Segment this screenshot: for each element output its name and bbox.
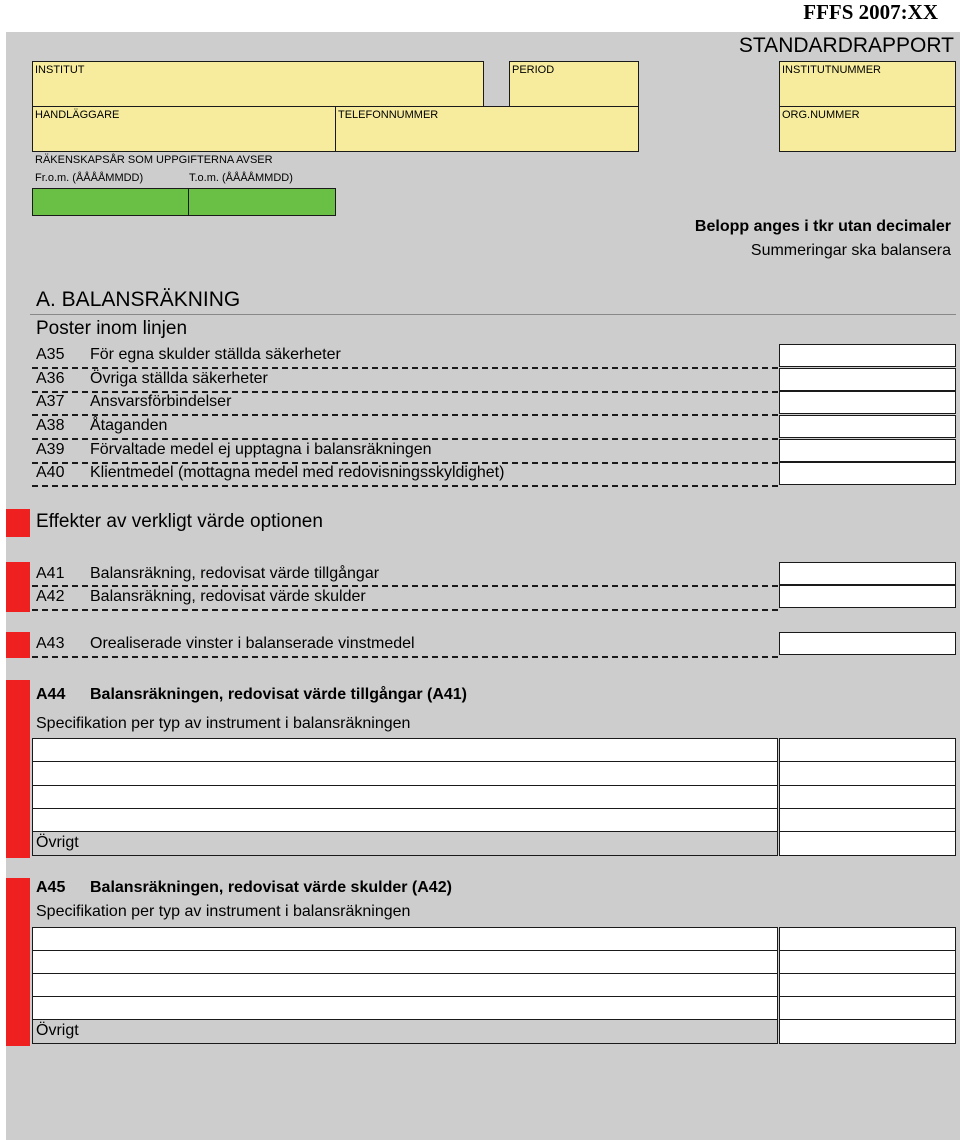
a45-title: Balansräkningen, redovisat värde skulder (A42) bbox=[90, 879, 452, 896]
red-marker bbox=[6, 509, 30, 537]
row-code-a36: A36 bbox=[36, 370, 65, 387]
a44-spec-value-input-2[interactable] bbox=[779, 761, 956, 786]
period-field[interactable] bbox=[509, 61, 639, 107]
a44-title: Balansräkningen, redovisat värde tillgångar (A41) bbox=[90, 686, 468, 703]
handlaggare-field[interactable] bbox=[32, 106, 336, 152]
row-text-a40: Klientmedel (mottagna medel med redovisningsskyldighet) bbox=[90, 464, 505, 481]
section-divider bbox=[30, 314, 956, 315]
a45-other-value-input[interactable] bbox=[779, 1019, 956, 1044]
to-date-label: T.o.m. (ÅÅÅÅMMDD) bbox=[189, 172, 293, 184]
a44-spec-value-input-4[interactable] bbox=[779, 808, 956, 832]
row-divider bbox=[32, 414, 778, 416]
a45-spec-value-input-2[interactable] bbox=[779, 950, 956, 974]
a45-spec-value-input-4[interactable] bbox=[779, 996, 956, 1020]
a45-spec-label: Specifikation per typ av instrument i balansräkningen bbox=[36, 903, 411, 920]
row-code-a40: A40 bbox=[36, 464, 65, 481]
row-divider bbox=[32, 438, 778, 440]
a45-other-label: Övrigt bbox=[36, 1022, 79, 1039]
red-marker bbox=[6, 562, 30, 612]
value-input-a36[interactable] bbox=[779, 368, 956, 391]
a44-other-row bbox=[32, 831, 778, 856]
a44-spec-name-input-4[interactable] bbox=[32, 808, 778, 832]
value-input-a41[interactable] bbox=[779, 562, 956, 585]
a45-spec-name-input-1[interactable] bbox=[32, 927, 778, 951]
a44-spec-value-input-1[interactable] bbox=[779, 738, 956, 762]
a45-spec-name-input-3[interactable] bbox=[32, 973, 778, 997]
a45-code: A45 bbox=[36, 879, 66, 896]
red-marker bbox=[6, 632, 30, 658]
row-text-a38: Åtaganden bbox=[90, 417, 168, 434]
value-input-a43[interactable] bbox=[779, 632, 956, 655]
amounts-note: Belopp anges i tkr utan decimaler bbox=[694, 218, 951, 235]
value-input-a39[interactable] bbox=[779, 439, 956, 462]
balance-note: Summeringar ska balansera bbox=[750, 242, 951, 259]
to-date-field[interactable] bbox=[188, 188, 336, 216]
value-input-a40[interactable] bbox=[779, 462, 956, 485]
orgnummer-label: ORG.NUMMER bbox=[782, 109, 860, 121]
value-input-a37[interactable] bbox=[779, 391, 956, 414]
a44-other-label: Övrigt bbox=[36, 834, 79, 851]
a45-spec-name-input-4[interactable] bbox=[32, 996, 778, 1020]
row-divider bbox=[32, 656, 778, 658]
a45-spec-value-input-1[interactable] bbox=[779, 927, 956, 951]
period-label: PERIOD bbox=[512, 64, 555, 76]
a44-spec-name-input-3[interactable] bbox=[32, 785, 778, 809]
row-text-a41: Balansräkning, redovisat värde tillgångar bbox=[90, 565, 380, 582]
row-code-a35: A35 bbox=[36, 346, 65, 363]
a44-spec-name-input-2[interactable] bbox=[32, 761, 778, 786]
row-text-a42: Balansräkning, redovisat värde skulder bbox=[90, 588, 366, 605]
red-marker bbox=[6, 878, 30, 1046]
row-divider bbox=[32, 367, 778, 369]
handlaggare-label: HANDLÄGGARE bbox=[35, 109, 120, 121]
row-text-a39: Förvaltade medel ej upptagna i balansräkningen bbox=[90, 441, 432, 458]
row-text-a37: Ansvarsförbindelser bbox=[90, 393, 232, 410]
row-divider bbox=[32, 585, 778, 587]
institut-field[interactable] bbox=[32, 61, 484, 107]
a44-other-value-input[interactable] bbox=[779, 831, 956, 856]
section-a-title: A. BALANSRÄKNING bbox=[36, 288, 241, 311]
a45-other-row bbox=[32, 1019, 778, 1044]
a44-code: A44 bbox=[36, 686, 66, 703]
row-code-a41: A41 bbox=[36, 565, 65, 582]
a44-spec-label: Specifikation per typ av instrument i balansräkningen bbox=[36, 715, 411, 732]
row-code-a38: A38 bbox=[36, 417, 65, 434]
institut-label: INSTITUT bbox=[35, 64, 85, 76]
row-text-a36: Övriga ställda säkerheter bbox=[90, 370, 268, 387]
from-date-field[interactable] bbox=[32, 188, 189, 216]
row-code-a37: A37 bbox=[36, 393, 65, 410]
fiscal-year-label: RÄKENSKAPSÅR SOM UPPGIFTERNA AVSER bbox=[35, 154, 273, 166]
institutnummer-label: INSTITUTNUMMER bbox=[782, 64, 881, 76]
value-input-a38[interactable] bbox=[779, 415, 956, 438]
telefonnummer-field[interactable] bbox=[335, 106, 639, 152]
section-a-subtitle: Poster inom linjen bbox=[36, 318, 188, 339]
orgnummer-field[interactable] bbox=[779, 106, 956, 152]
row-code-a39: A39 bbox=[36, 441, 65, 458]
row-text-a43: Orealiserade vinster i balanserade vinstmedel bbox=[90, 635, 415, 652]
report-title: STANDARDRAPPORT bbox=[738, 34, 954, 57]
row-divider bbox=[32, 609, 778, 611]
a44-spec-value-input-3[interactable] bbox=[779, 785, 956, 809]
fair-value-title: Effekter av verkligt värde optionen bbox=[36, 511, 323, 532]
row-text-a35: För egna skulder ställda säkerheter bbox=[90, 346, 341, 363]
a45-spec-value-input-3[interactable] bbox=[779, 973, 956, 997]
red-marker bbox=[6, 680, 30, 858]
row-code-a42: A42 bbox=[36, 588, 65, 605]
a44-spec-name-input-1[interactable] bbox=[32, 738, 778, 762]
a45-spec-name-input-2[interactable] bbox=[32, 950, 778, 974]
row-divider bbox=[32, 485, 778, 487]
value-input-a42[interactable] bbox=[779, 585, 956, 608]
from-date-label: Fr.o.m. (ÅÅÅÅMMDD) bbox=[35, 172, 144, 184]
document-id: FFFS 2007:XX bbox=[803, 0, 938, 24]
value-input-a35[interactable] bbox=[779, 344, 956, 367]
telefonnummer-label: TELEFONNUMMER bbox=[338, 109, 439, 121]
row-code-a43: A43 bbox=[36, 635, 65, 652]
institutnummer-field[interactable] bbox=[779, 61, 956, 107]
